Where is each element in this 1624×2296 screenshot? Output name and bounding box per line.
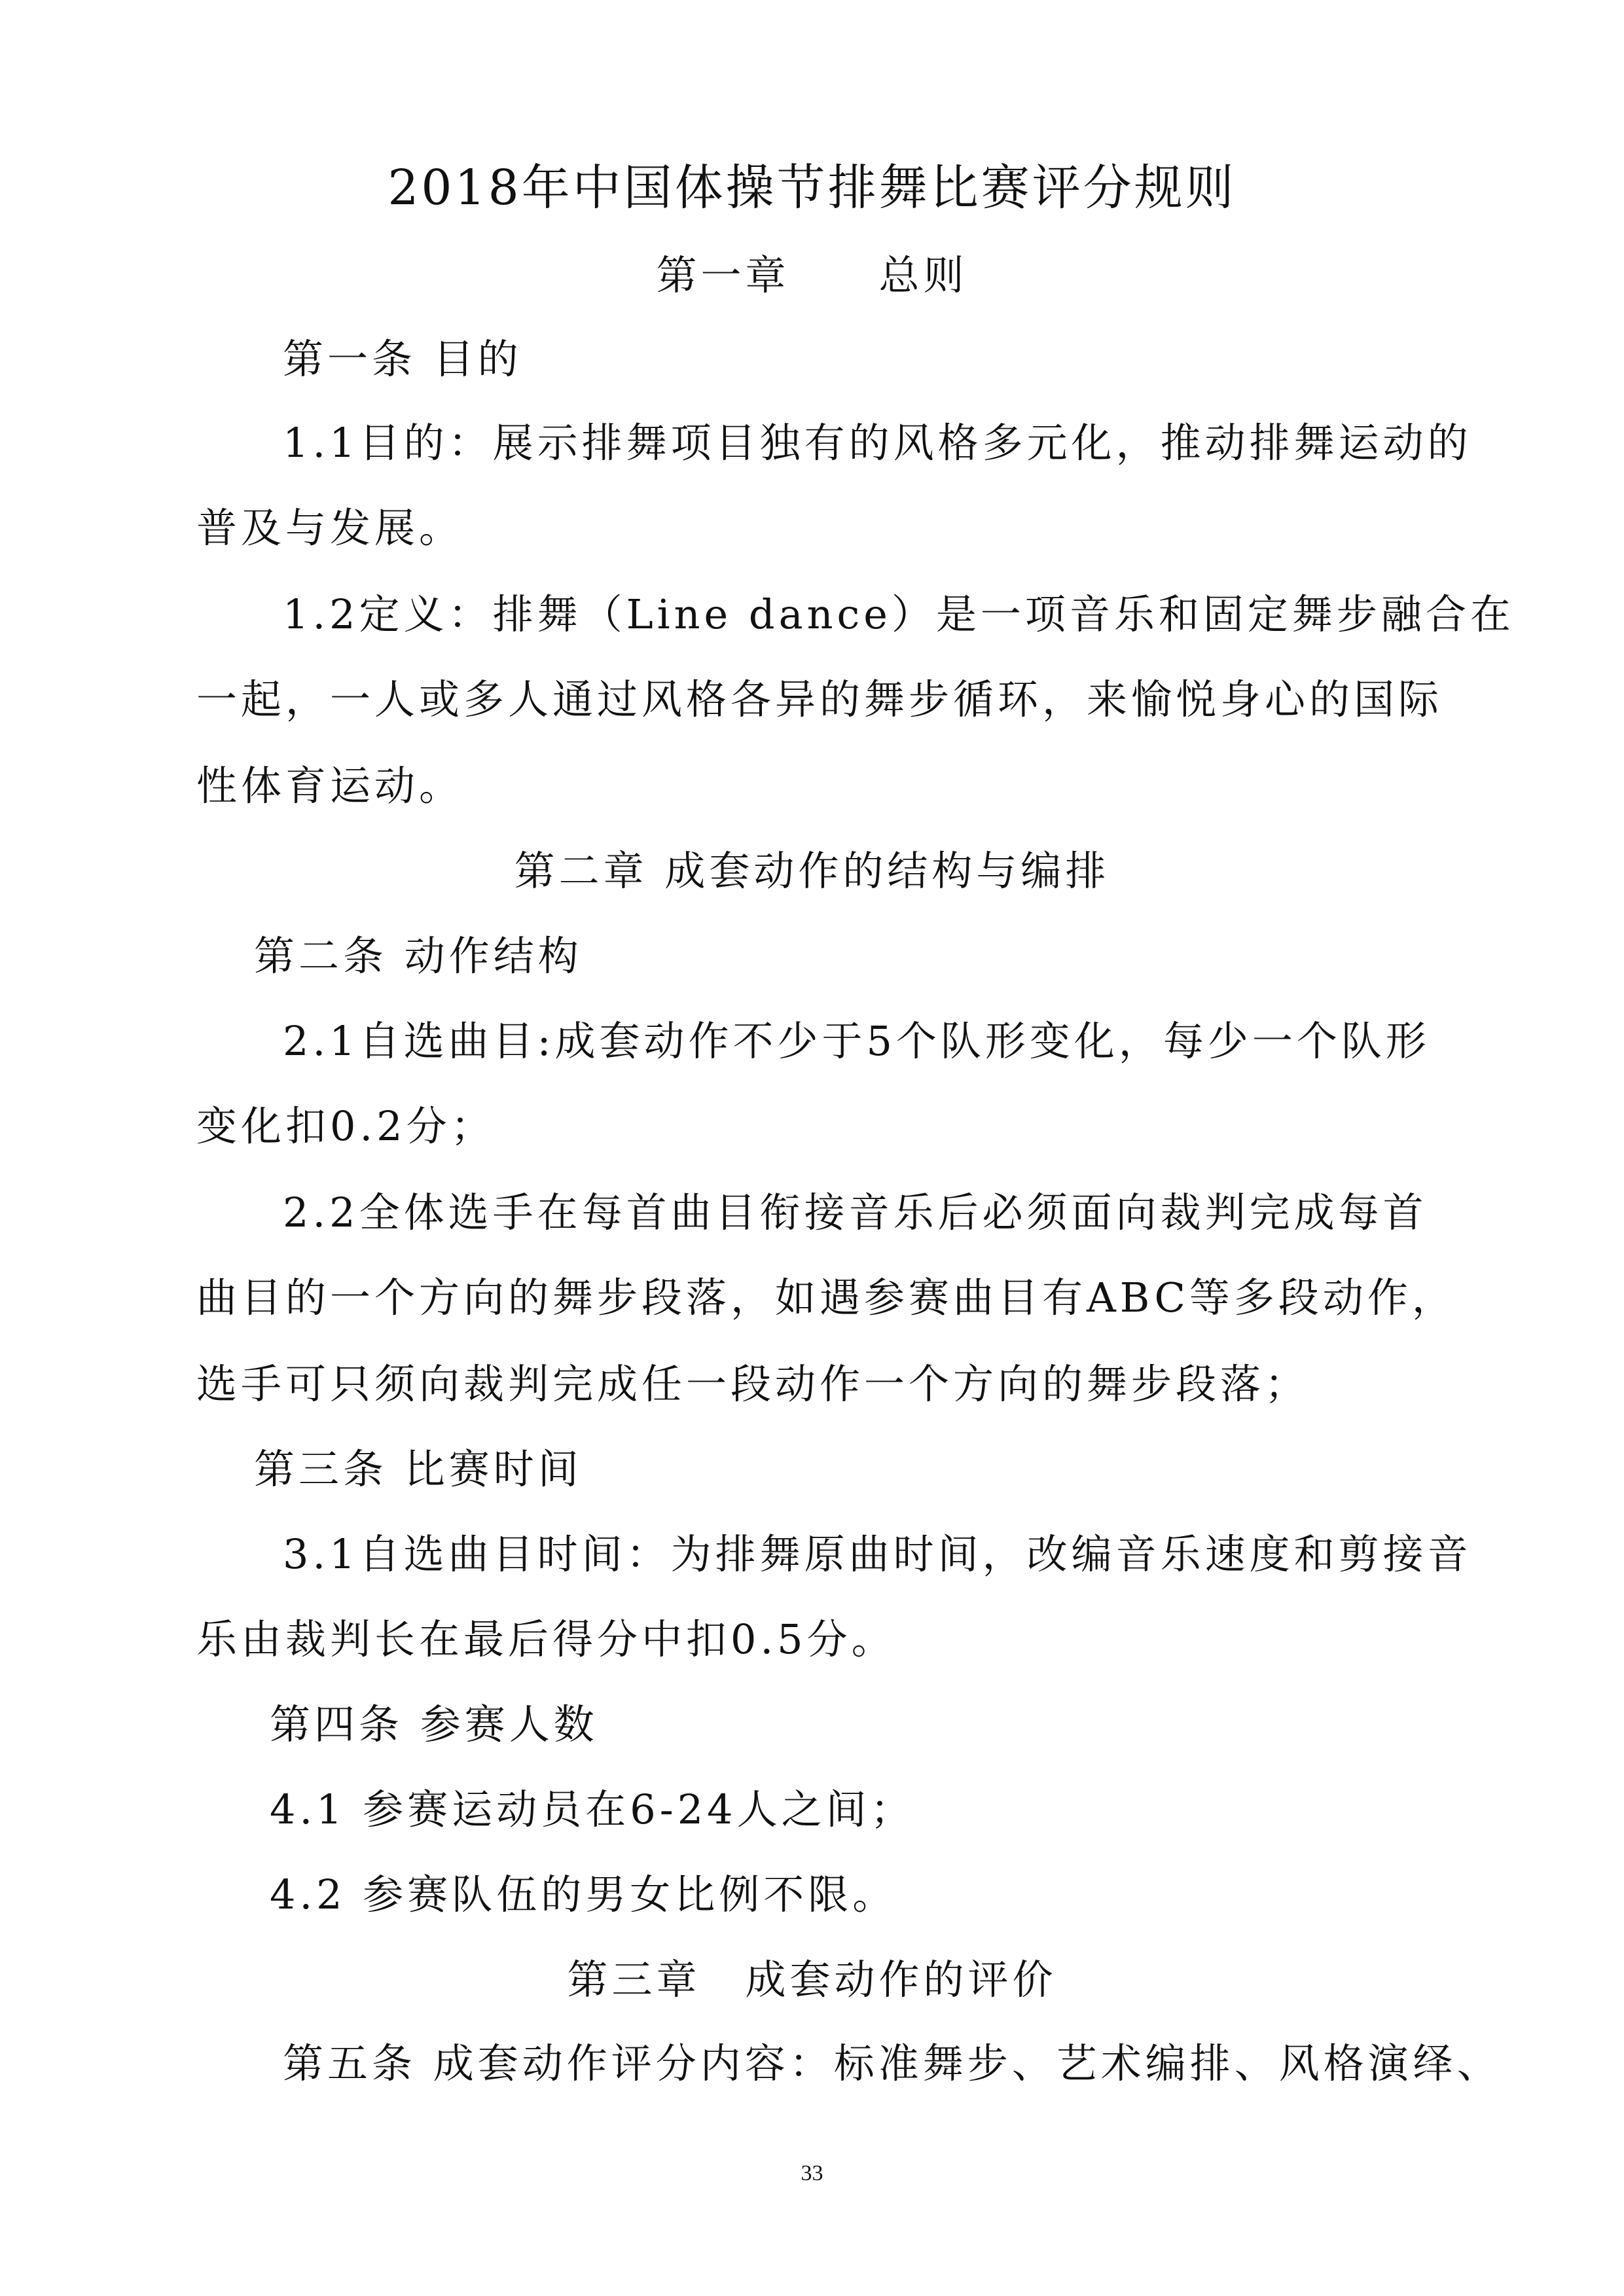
- paragraph-line: 2.2全体选手在每首曲目衔接音乐后必须面向裁判完成每首: [283, 1189, 1428, 1236]
- paragraph-line: 2.1自选曲目:成套动作不少于5个队形变化，每少一个队形: [283, 1017, 1430, 1065]
- paragraph-line: 第五条 成套动作评分内容：标准舞步、艺术编排、风格演绎、: [283, 2039, 1502, 2087]
- paragraph-line: 乐由裁判长在最后得分中扣0.5分。: [196, 1615, 896, 1663]
- paragraph-line: 3.1自选曲目时间：为排舞原曲时间，改编音乐速度和剪接音: [283, 1530, 1472, 1578]
- paragraph-line: 性体育运动。: [196, 762, 464, 810]
- paragraph-line: 选手可只须向裁判完成任一段动作一个方向的舞步段落；: [196, 1360, 1310, 1408]
- paragraph-line: 4.2 参赛队伍的男女比例不限。: [270, 1871, 897, 1918]
- chapter-heading: 第一章 总则: [656, 251, 968, 299]
- paragraph-line: 1.1目的：展示排舞项目独有的风格多元化，推动排舞运动的: [283, 419, 1472, 467]
- article-heading: 第二条 动作结构: [254, 932, 583, 980]
- paragraph-line: 4.1 参赛运动员在6-24人之间；: [270, 1785, 915, 1833]
- document-title: 2018年中国体操节排舞比赛评分规则: [388, 160, 1236, 216]
- paragraph-line: 普及与发展。: [196, 504, 464, 552]
- paragraph-line: 曲目的一个方向的舞步段落，如遇参赛曲目有ABC等多段动作，: [196, 1274, 1456, 1321]
- paragraph-line: 1.2定义：排舞（Line dance）是一项音乐和固定舞步融合在: [283, 590, 1515, 638]
- chapter-heading: 第二章 成套动作的结构与编排: [514, 847, 1110, 895]
- article-heading: 第一条 目的: [283, 335, 522, 383]
- paragraph-line: 变化扣0.2分；: [196, 1102, 496, 1150]
- article-heading: 第三条 比赛时间: [254, 1445, 583, 1493]
- chapter-heading: 第三章 成套动作的评价: [567, 1956, 1057, 2003]
- page-number: 33: [801, 2161, 823, 2185]
- article-heading: 第四条 参赛人数: [270, 1700, 598, 1748]
- paragraph-line: 一起，一人或多人通过风格各异的舞步循环，来愉悦身心的国际: [196, 675, 1443, 723]
